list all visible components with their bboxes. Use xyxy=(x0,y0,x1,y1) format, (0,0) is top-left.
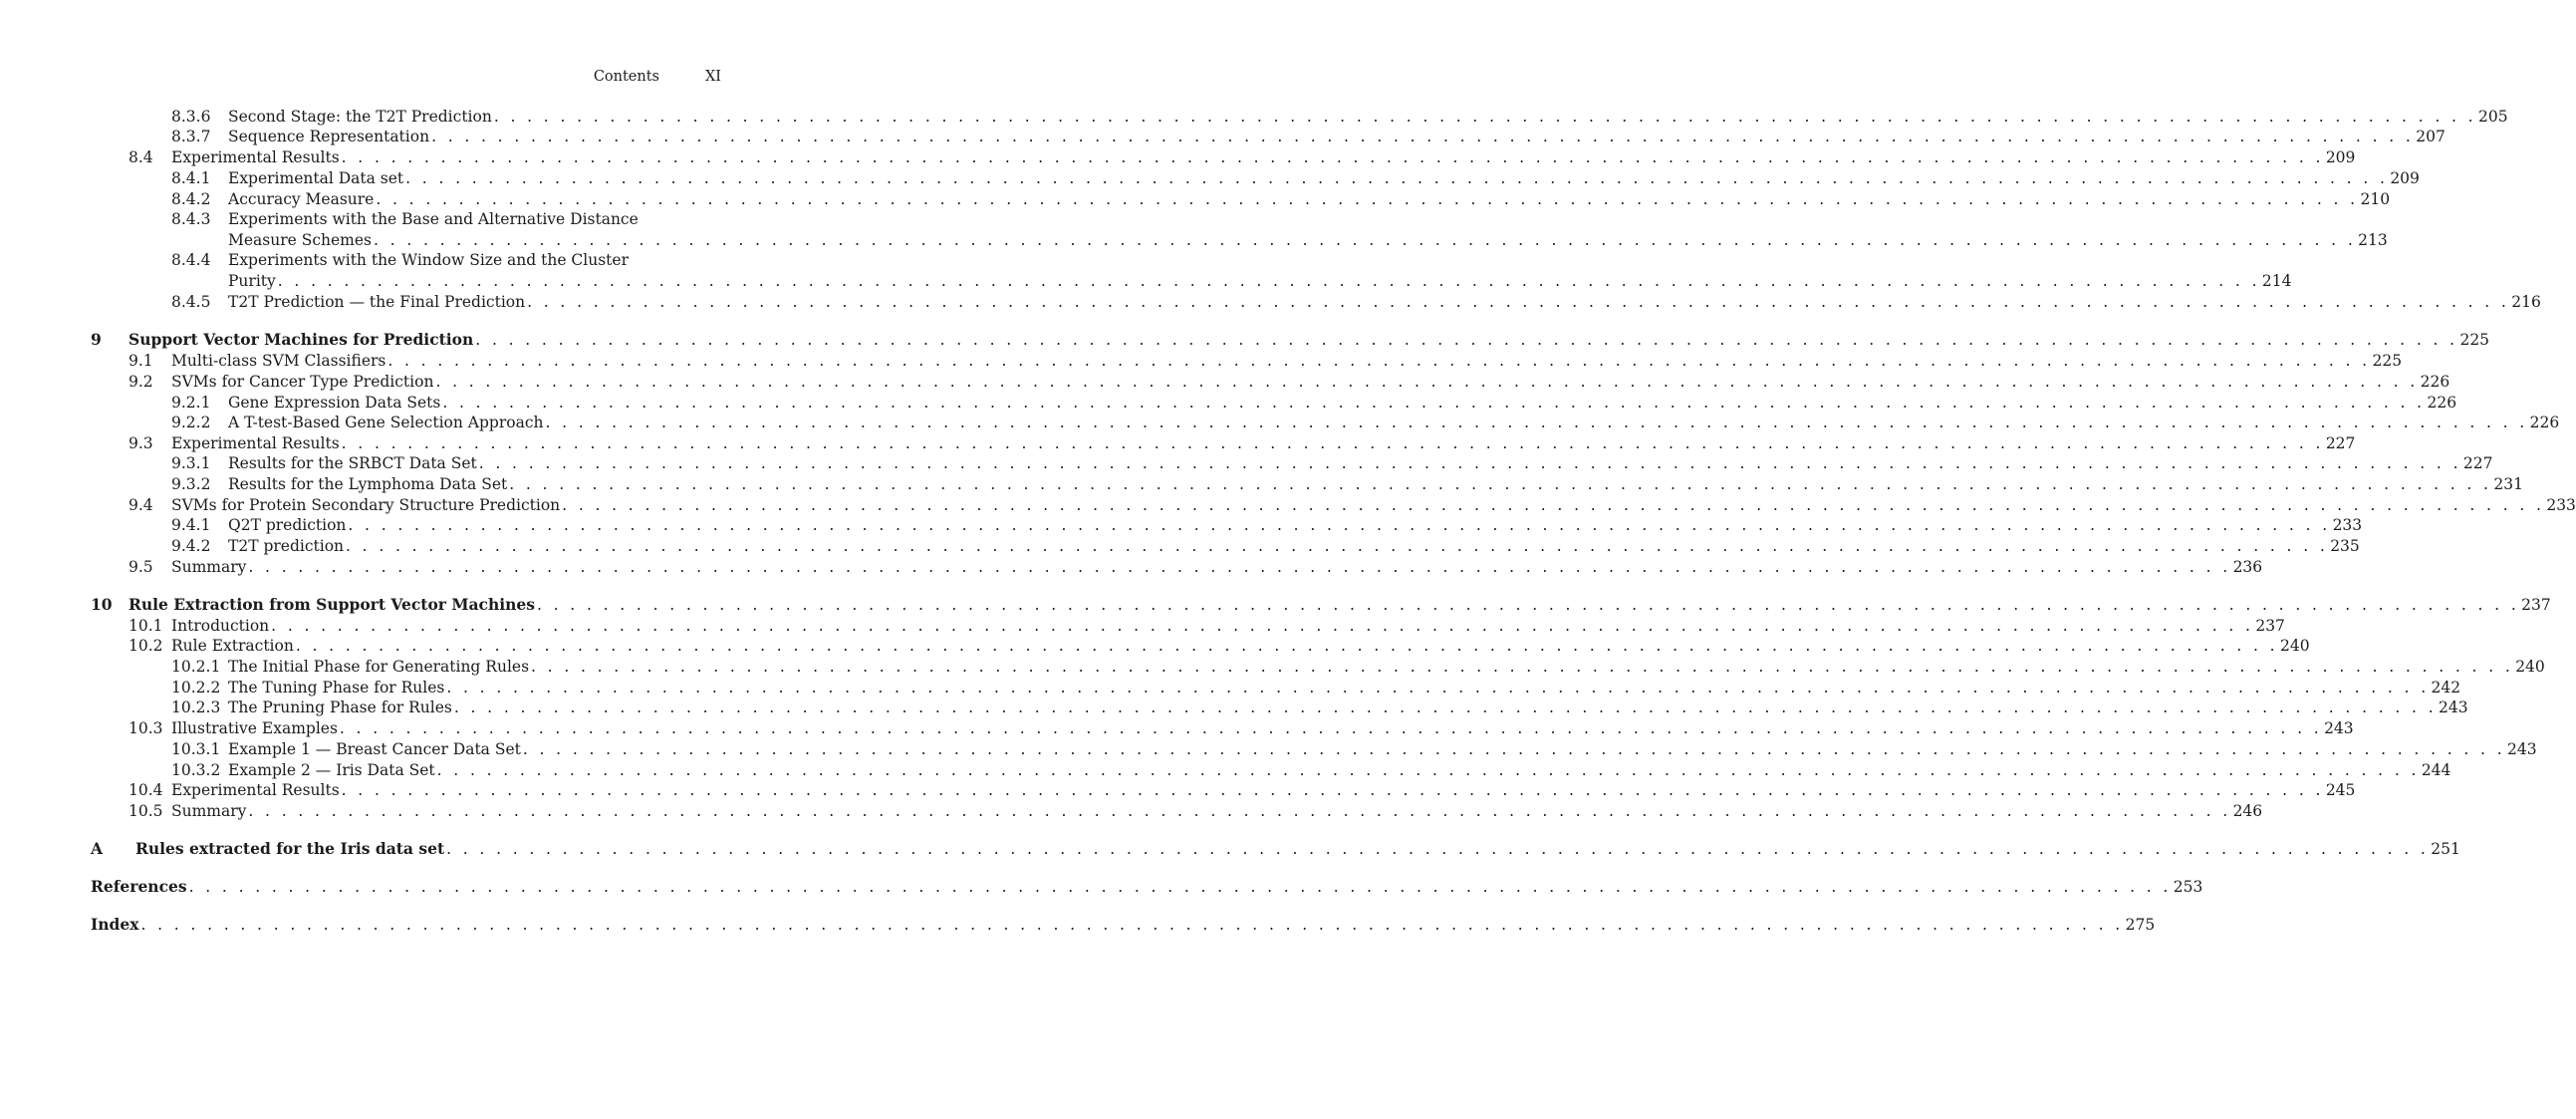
toc-entry-number: 8.4.2 xyxy=(171,190,211,208)
running-header-page-number: XI xyxy=(704,69,721,85)
toc-entry[interactable] xyxy=(0,372,2450,392)
toc-entry-number: 10.3.1 xyxy=(171,740,221,758)
toc-entry-page: 242 xyxy=(2431,679,2461,697)
toc-entry-line xyxy=(171,147,2356,167)
toc-entry-number: A xyxy=(91,839,104,858)
toc-entry-line xyxy=(171,495,2576,515)
toc-entry-page: 243 xyxy=(2439,699,2468,716)
toc-entry-page: 227 xyxy=(2325,434,2356,452)
toc-entry-number: 9.3.2 xyxy=(171,475,211,493)
toc-entry-number: 8.3.7 xyxy=(171,128,211,145)
leader-dots: . . . . . . . . . . . . . . . . . . . . . . . . . . . . . . . . . . . . . . . . . . . . . . . . . . . . . . . . . . . . . . . . . . . . . . . . . . . . . . . . . . . . . . . . . . . . . . . . . . . . . . . . . . . . . . . . . . . . . . . . xyxy=(509,475,2492,493)
toc-entry-title: Accuracy Measure xyxy=(228,190,375,208)
toc-entry-continuation[interactable] xyxy=(0,271,2292,291)
toc-entry[interactable] xyxy=(0,351,2403,371)
toc-entry-number: 8.3.6 xyxy=(171,108,211,126)
toc-entry-number: 9 xyxy=(91,330,102,349)
toc-entry-page: 237 xyxy=(2521,596,2551,614)
toc-entry-line xyxy=(228,292,2541,312)
toc-entry-line xyxy=(228,127,2446,146)
toc-entry[interactable] xyxy=(0,877,2203,897)
toc-entry-line xyxy=(171,433,2356,453)
toc-entry[interactable] xyxy=(0,839,2460,859)
toc-entry-title: Illustrative Examples xyxy=(171,719,338,737)
toc-entry-line xyxy=(228,453,2493,473)
toc-entry-page: 251 xyxy=(2431,840,2460,858)
leader-dots: . . . . . . . . . . . . . . . . . . . . . . . . . . . . . . . . . . . . . . . . . . . . . . . . . . . . . . . . . . . . . . . . . . . . . . . . . . . . . . . . . . . . . . . . . . . . . . . . . . . . . . . . . . . . . . . . . . . . . . . . xyxy=(527,293,2510,311)
toc-entry-number: 9.3 xyxy=(129,434,153,452)
toc-entry-title: Introduction xyxy=(171,617,270,635)
leader-dots: . . . . . . . . . . . . . . . . . . . . . . . . . . . . . . . . . . . . . . . . . . . . . . . . . . . . . . . . . . . . . . . . . . . . . . . . . . . . . . . . . . . . . . . . . . . . . . . . . . . . . . . . . . . . . . . . . . . . . . . . xyxy=(435,373,2419,391)
toc-entry-line xyxy=(171,780,2356,800)
toc-entry-page: 236 xyxy=(2232,558,2263,576)
toc-entry[interactable] xyxy=(0,107,2508,127)
toc-entry-number: 9.2.1 xyxy=(171,394,211,412)
toc-entry-continuation[interactable] xyxy=(0,230,2388,250)
toc-entry-line xyxy=(129,595,2551,615)
toc-entry-title: Support Vector Machines for Prediction xyxy=(129,330,474,349)
leader-dots: . . . . . . . . . . . . . . . . . . . . . . . . . . . . . . . . . . . . . . . . . . . . . . . . . . . . . . . . . . . . . . . . . . . . . . . . . . . . . . . . . . . . . . . . . . . . . . . . . . . . . . . . . . . . . . . . . . . . . . . . xyxy=(376,190,2359,208)
toc-entry-title: References xyxy=(91,877,187,896)
toc-entry[interactable] xyxy=(0,801,2263,821)
leader-dots: . . . . . . . . . . . . . . . . . . . . . . . . . . . . . . . . . . . . . . . . . . . . . . . . . . . . . . . . . . . . . . . . . . . . . . . . . . . . . . . . . . . . . . . . . . . . . . . . . . . . . . . . . . . . . . . . . . . . . . . . xyxy=(341,434,2324,452)
leader-dots: . . . . . . . . . . . . . . . . . . . . . . . . . . . . . . . . . . . . . . . . . . . . . . . . . . . . . . . . . . . . . . . . . . . . . . . . . . . . . . . . . . . . . . . . . . . . . . . . . . . . . . . . . . . . . . . . . . . . . . . . xyxy=(475,331,2458,349)
toc-entry-line xyxy=(228,107,2508,127)
toc-entry-title: Multi-class SVM Classifiers xyxy=(171,352,386,370)
toc-entry[interactable] xyxy=(0,495,2576,515)
leader-dots: . . . . . . . . . . . . . . . . . . . . . . . . . . . . . . . . . . . . . . . . . . . . . . . . . . . . . . . . . . . . . . . . . . . . . . . . . . . . . . . . . . . . . . . . . . . . . . . . . . . . . . . . . . . . . . . . . . . . . . . . xyxy=(531,658,2514,676)
toc-entry-title: Index xyxy=(91,915,139,934)
toc-entry-title: Summary xyxy=(171,802,247,820)
leader-dots: . . . . . . . . . . . . . . . . . . . . . . . . . . . . . . . . . . . . . . . . . . . . . . . . . . . . . . . . . . . . . . . . . . . . . . . . . . . . . . . . . . . . . . . . . . . . . . . . . . . . . . . . . . . . . . . . . . . . . . . . xyxy=(271,617,2254,635)
toc-entry-line xyxy=(228,413,2560,432)
toc-entry[interactable] xyxy=(0,636,2310,656)
toc-entry-page: 214 xyxy=(2261,272,2292,290)
toc-entry-title: Rule Extraction from Support Vector Machines xyxy=(129,595,535,614)
leader-dots: . . . . . . . . . . . . . . . . . . . . . . . . . . . . . . . . . . . . . . . . . . . . . . . . . . . . . . . . . . . . . . . . . . . . . . . . . . . . . . . . . . . . . . . . . . . . . . . . . . . . . . . . . . . . . . . . . . . . . . . . xyxy=(387,352,2371,370)
leader-dots: . . . . . . . . . . . . . . . . . . . . . . . . . . . . . . . . . . . . . . . . . . . . . . . . . . . . . . . . . . . . . . . . . . . . . . . . . . . . . . . . . . . . . . . . . . . . . . . . . . . . . . . . . . . . . . . . . . . . . . . . xyxy=(453,699,2438,716)
toc-entry-number: 9.2 xyxy=(129,373,153,391)
toc-entry-page: 210 xyxy=(2360,190,2391,208)
toc-entry[interactable] xyxy=(0,678,2461,698)
toc-entry-page: 244 xyxy=(2421,761,2451,779)
toc-entry[interactable] xyxy=(0,330,2490,350)
toc-entry-number: 10.2 xyxy=(129,637,163,655)
toc-entry-page: 243 xyxy=(2324,719,2354,737)
toc-entry-number: 8.4.3 xyxy=(171,210,211,228)
toc-entry-page: 205 xyxy=(2477,108,2508,126)
running-header-title: Contents xyxy=(593,69,659,85)
toc-entry-title: The Tuning Phase for Rules xyxy=(228,679,445,697)
toc-entry-page: 275 xyxy=(2125,916,2156,934)
toc-entry[interactable] xyxy=(0,557,2263,577)
toc-entry-number: 10.2.1 xyxy=(171,658,221,676)
toc-entry-number: 9.2.2 xyxy=(171,414,211,431)
toc-entry-number: 10 xyxy=(91,595,113,614)
toc-entry-line xyxy=(171,801,2263,821)
toc-entry-line xyxy=(228,393,2457,413)
toc-entry-number: 8.4 xyxy=(129,148,153,166)
toc-entry-page: 209 xyxy=(2325,148,2356,166)
toc-entry[interactable] xyxy=(0,780,2356,800)
toc-entry-page: 245 xyxy=(2325,781,2356,799)
toc-entry-page: 246 xyxy=(2232,802,2263,820)
leader-dots: . . . . . . . . . . . . . . . . . . . . . . . . . . . . . . . . . . . . . . . . . . . . . . . . . . . . . . . . . . . . . . . . . . . . . . . . . . . . . . . . . . . . . . . . . . . . . . . . . . . . . . . . . . . . . . . . . . . . . . . . xyxy=(188,878,2172,896)
toc-entry-page: 207 xyxy=(2416,128,2446,145)
toc-entry-line xyxy=(228,515,2363,535)
toc-entry[interactable] xyxy=(0,413,2560,432)
toc-entry-number: 9.4.1 xyxy=(171,516,211,534)
toc-entry-page: 209 xyxy=(2390,169,2420,187)
toc-entry-number: 10.1 xyxy=(129,617,163,635)
toc-entry-title: Gene Expression Data Sets xyxy=(228,394,441,412)
toc-entry[interactable] xyxy=(0,915,2156,935)
toc-entry-title: Experiments with the Base and Alternative Distance xyxy=(228,210,639,228)
toc-entry-page: 253 xyxy=(2173,878,2203,896)
leader-dots: . . . . . . . . . . . . . . . . . . . . . . . . . . . . . . . . . . . . . . . . . . . . . . . . . . . . . . . . . . . . . . . . . . . . . . . . . . . . . . . . . . . . . . . . . . . . . . . . . . . . . . . . . . . . . . . . . . . . . . . . xyxy=(478,454,2461,472)
toc-entry[interactable] xyxy=(0,250,813,270)
toc-entry[interactable] xyxy=(0,147,2356,167)
toc-entry-title: T2T prediction xyxy=(228,537,345,555)
toc-entry-page: 233 xyxy=(2332,516,2363,534)
toc-entry-page: 216 xyxy=(2511,293,2541,311)
toc-entry-number: 9.5 xyxy=(129,558,153,576)
toc-entry[interactable] xyxy=(0,393,2457,413)
toc-entry-page: 225 xyxy=(2372,352,2403,370)
toc-entry[interactable] xyxy=(0,698,2468,717)
toc-entry-line xyxy=(228,536,2360,556)
toc-entry-title: Experimental Results xyxy=(171,148,340,166)
toc-entry-title: Example 1 — Breast Cancer Data Set xyxy=(228,740,521,758)
toc-entry-number: 8.4.5 xyxy=(171,293,211,311)
toc-entry-title: Experiments with the Window Size and the Cluster xyxy=(228,251,629,269)
toc-entry-number: 9.1 xyxy=(129,352,153,370)
toc-entry-line xyxy=(228,760,2451,780)
toc-entry[interactable] xyxy=(0,433,2356,453)
toc-entry-number: 10.3.2 xyxy=(171,761,221,779)
leader-dots: . . . . . . . . . . . . . . . . . . . . . . . . . . . . . . . . . . . . . . . . . . . . . . . . . . . . . . . . . . . . . . . . . . . . . . . . . . . . . . . . . . . . . . . . . . . . . . . . . . . . . . . . . . . . . . . . . . . . . . . . xyxy=(446,840,2430,858)
toc-entry[interactable] xyxy=(0,616,2285,636)
toc-entry[interactable] xyxy=(0,595,2551,615)
toc-entry-title: Experimental Data set xyxy=(228,169,404,187)
leader-dots: . . . . . . . . . . . . . . . . . . . . . . . . . . . . . . . . . . . . . . . . . . . . . . . . . . . . . . . . . . . . . . . . . . . . . . . . . . . . . . . . . . . . . . . . . . . . . . . . . . . . . . . . . . . . . . . . . . . . . . . . xyxy=(562,496,2545,514)
toc-entry-page: 240 xyxy=(2279,637,2310,655)
toc-entry-page: 235 xyxy=(2330,537,2360,555)
toc-entry-line xyxy=(228,271,2292,291)
toc-entry-page: 213 xyxy=(2358,231,2388,249)
toc-entry-line xyxy=(171,557,2263,577)
toc-entry-title-continued: Purity xyxy=(228,272,276,290)
toc-entry-line xyxy=(129,330,2490,350)
toc-entry-line xyxy=(228,698,2468,717)
toc-entry-line xyxy=(228,678,2461,698)
toc-entry-title: Rules extracted for the Iris data set xyxy=(135,839,445,858)
toc-entry-title: Second Stage: the T2T Prediction xyxy=(228,108,492,126)
toc-entry-title: Rule Extraction xyxy=(171,637,294,655)
leader-dots: . . . . . . . . . . . . . . . . . . . . . . . . . . . . . . . . . . . . . . . . . . . . . . . . . . . . . . . . . . . . . . . . . . . . . . . . . . . . . . . . . . . . . . . . . . . . . . . . . . . . . . . . . . . . . . . . . . . . . . . . xyxy=(341,781,2324,799)
toc-entry-title: The Pruning Phase for Rules xyxy=(228,699,452,716)
leader-dots: . . . . . . . . . . . . . . . . . . . . . . . . . . . . . . . . . . . . . . . . . . . . . . . . . . . . . . . . . . . . . . . . . . . . . . . . . . . . . . . . . . . . . . . . . . . . . . . . . . . . . . . . . . . . . . . . . . . . . . . . xyxy=(405,169,2389,187)
toc-entry-page: 226 xyxy=(2529,414,2560,431)
toc-entry-page: 240 xyxy=(2515,658,2545,676)
toc-entry-title: Experimental Results xyxy=(171,434,340,452)
toc-entry-line xyxy=(228,189,2391,209)
toc-entry-line xyxy=(171,636,2310,656)
toc-entry[interactable] xyxy=(0,209,813,229)
leader-dots: . . . . . . . . . . . . . . . . . . . . . . . . . . . . . . . . . . . . . . . . . . . . . . . . . . . . . . . . . . . . . . . . . . . . . . . . . . . . . . . . . . . . . . . . . . . . . . . . . . . . . . . . . . . . . . . . . . . . . . . . xyxy=(545,414,2528,431)
toc-entry[interactable] xyxy=(0,536,2360,556)
toc-entry-title: Results for the SRBCT Data Set xyxy=(228,454,477,472)
toc-entry-line xyxy=(171,616,2285,636)
toc-entry-title: SVMs for Cancer Type Prediction xyxy=(171,373,434,391)
toc-entry[interactable] xyxy=(0,718,2354,738)
toc-entry-page: 226 xyxy=(2427,394,2457,412)
toc-entry[interactable] xyxy=(0,292,2541,312)
toc-entry-title: The Initial Phase for Generating Rules xyxy=(228,658,530,676)
toc-entry-number: 10.2.2 xyxy=(171,679,221,697)
leader-dots: . . . . . . . . . . . . . . . . . . . . . . . . . . . . . . . . . . . . . . . . . . . . . . . . . . . . . . . . . . . . . . . . . . . . . . . . . . . . . . . . . . . . . . . . . . . . . . . . . . . . . . . . . . . . . . . . . . . . . . . . xyxy=(339,719,2323,737)
toc-entry-title: Example 2 — Iris Data Set xyxy=(228,761,435,779)
toc-entry-title: SVMs for Protein Secondary Structure Prediction xyxy=(171,496,561,514)
toc-entry-line xyxy=(228,168,2420,188)
toc-entry-line xyxy=(228,657,2545,677)
leader-dots: . . . . . . . . . . . . . . . . . . . . . . . . . . . . . . . . . . . . . . . . . . . . . . . . . . . . . . . . . . . . . . . . . . . . . . . . . . . . . . . . . . . . . . . . . . . . . . . . . . . . . . . . . . . . . . . . . . . . . . . . xyxy=(442,394,2426,412)
toc-entry[interactable] xyxy=(0,760,2451,780)
toc-entry-title: Sequence Representation xyxy=(228,128,430,145)
toc-entry-number: 9.3.1 xyxy=(171,454,211,472)
toc-entry-title-continued: Measure Schemes xyxy=(228,231,373,249)
toc-entry-title: T2T Prediction — the Final Prediction xyxy=(228,293,526,311)
toc-entry[interactable] xyxy=(0,739,2537,759)
leader-dots: . . . . . . . . . . . . . . . . . . . . . . . . . . . . . . . . . . . . . . . . . . . . . . . . . . . . . . . . . . . . . . . . . . . . . . . . . . . . . . . . . . . . . . . . . . . . . . . . . . . . . . . . . . . . . . . . . . . . . . . . xyxy=(431,128,2415,145)
toc-entry-line xyxy=(135,839,2460,859)
toc-entry-number: 10.2.3 xyxy=(171,699,221,716)
toc-entry-page: 226 xyxy=(2420,373,2450,391)
toc-entry-page: 233 xyxy=(2546,496,2576,514)
leader-dots: . . . . . . . . . . . . . . . . . . . . . . . . . . . . . . . . . . . . . . . . . . . . . . . . . . . . . . . . . . . . . . . . . . . . . . . . . . . . . . . . . . . . . . . . . . . . . . . . . . . . . . . . . . . . . . . . . . . . . . . . xyxy=(295,637,2278,655)
toc-entry[interactable] xyxy=(0,168,2420,188)
toc-entry-title: Results for the Lymphoma Data Set xyxy=(228,475,508,493)
toc-entry-title: Summary xyxy=(171,558,247,576)
leader-dots: . . . . . . . . . . . . . . . . . . . . . . . . . . . . . . . . . . . . . . . . . . . . . . . . . . . . . . . . . . . . . . . . . . . . . . . . . . . . . . . . . . . . . . . . . . . . . . . . . . . . . . . . . . . . . . . . . . . . . . . . xyxy=(248,558,2231,576)
leader-dots: . . . . . . . . . . . . . . . . . . . . . . . . . . . . . . . . . . . . . . . . . . . . . . . . . . . . . . . . . . . . . . . . . . . . . . . . . . . . . . . . . . . . . . . . . . . . . . . . . . . . . . . . . . . . . . . . . . . . . . . . xyxy=(522,740,2506,758)
toc-entry-number: 9.4.2 xyxy=(171,537,211,555)
toc-entry-number: 8.4.4 xyxy=(171,251,211,269)
toc-entry[interactable] xyxy=(0,189,2391,209)
leader-dots: . . . . . . . . . . . . . . . . . . . . . . . . . . . . . . . . . . . . . . . . . . . . . . . . . . . . . . . . . . . . . . . . . . . . . . . . . . . . . . . . . . . . . . . . . . . . . . . . . . . . . . . . . . . . . . . . . . . . . . . . xyxy=(140,916,2124,934)
toc-entry-line xyxy=(228,739,2537,759)
leader-dots: . . . . . . . . . . . . . . . . . . . . . . . . . . . . . . . . . . . . . . . . . . . . . . . . . . . . . . . . . . . . . . . . . . . . . . . . . . . . . . . . . . . . . . . . . . . . . . . . . . . . . . . . . . . . . . . . . . . . . . . . xyxy=(277,272,2260,290)
toc-entry-page: 243 xyxy=(2507,740,2537,758)
leader-dots: . . . . . . . . . . . . . . . . . . . . . . . . . . . . . . . . . . . . . . . . . . . . . . . . . . . . . . . . . . . . . . . . . . . . . . . . . . . . . . . . . . . . . . . . . . . . . . . . . . . . . . . . . . . . . . . . . . . . . . . . xyxy=(374,231,2357,249)
toc-entry-number: 10.5 xyxy=(129,802,163,820)
toc-entry[interactable] xyxy=(0,453,2493,473)
toc-entry-line xyxy=(91,915,2156,935)
toc-entry[interactable] xyxy=(0,474,2523,494)
toc-entry-number: 10.4 xyxy=(129,781,163,799)
toc-entry-number: 9.4 xyxy=(129,496,153,514)
toc-entry-title: A T-test-Based Gene Selection Approach xyxy=(228,414,544,431)
leader-dots: . . . . . . . . . . . . . . . . . . . . . . . . . . . . . . . . . . . . . . . . . . . . . . . . . . . . . . . . . . . . . . . . . . . . . . . . . . . . . . . . . . . . . . . . . . . . . . . . . . . . . . . . . . . . . . . . . . . . . . . . xyxy=(446,679,2430,697)
leader-dots: . . . . . . . . . . . . . . . . . . . . . . . . . . . . . . . . . . . . . . . . . . . . . . . . . . . . . . . . . . . . . . . . . . . . . . . . . . . . . . . . . . . . . . . . . . . . . . . . . . . . . . . . . . . . . . . . . . . . . . . . xyxy=(341,148,2324,166)
leader-dots: . . . . . . . . . . . . . . . . . . . . . . . . . . . . . . . . . . . . . . . . . . . . . . . . . . . . . . . . . . . . . . . . . . . . . . . . . . . . . . . . . . . . . . . . . . . . . . . . . . . . . . . . . . . . . . . . . . . . . . . . xyxy=(346,537,2329,555)
toc-entry-title: Experimental Results xyxy=(171,781,340,799)
toc-entry-line xyxy=(228,230,2388,250)
toc-entry-line xyxy=(228,474,2523,494)
leader-dots: . . . . . . . . . . . . . . . . . . . . . . . . . . . . . . . . . . . . . . . . . . . . . . . . . . . . . . . . . . . . . . . . . . . . . . . . . . . . . . . . . . . . . . . . . . . . . . . . . . . . . . . . . . . . . . . . . . . . . . . . xyxy=(493,108,2476,126)
toc-entry-line xyxy=(171,372,2450,392)
toc-entry[interactable] xyxy=(0,515,2363,535)
toc-entry-page: 237 xyxy=(2255,617,2285,635)
toc-entry-line xyxy=(171,718,2354,738)
toc-entry-page: 227 xyxy=(2462,454,2493,472)
toc-entry-title: Q2T prediction xyxy=(228,516,347,534)
toc-entry-page: 225 xyxy=(2459,331,2490,349)
leader-dots: . . . . . . . . . . . . . . . . . . . . . . . . . . . . . . . . . . . . . . . . . . . . . . . . . . . . . . . . . . . . . . . . . . . . . . . . . . . . . . . . . . . . . . . . . . . . . . . . . . . . . . . . . . . . . . . . . . . . . . . . xyxy=(348,516,2331,534)
toc-entry-line xyxy=(171,351,2403,371)
leader-dots: . . . . . . . . . . . . . . . . . . . . . . . . . . . . . . . . . . . . . . . . . . . . . . . . . . . . . . . . . . . . . . . . . . . . . . . . . . . . . . . . . . . . . . . . . . . . . . . . . . . . . . . . . . . . . . . . . . . . . . . . xyxy=(436,761,2420,779)
leader-dots: . . . . . . . . . . . . . . . . . . . . . . . . . . . . . . . . . . . . . . . . . . . . . . . . . . . . . . . . . . . . . . . . . . . . . . . . . . . . . . . . . . . . . . . . . . . . . . . . . . . . . . . . . . . . . . . . . . . . . . . . xyxy=(537,596,2520,614)
toc-entry[interactable] xyxy=(0,657,2545,677)
toc-entry-number: 8.4.1 xyxy=(171,169,211,187)
leader-dots: . . . . . . . . . . . . . . . . . . . . . . . . . . . . . . . . . . . . . . . . . . . . . . . . . . . . . . . . . . . . . . . . . . . . . . . . . . . . . . . . . . . . . . . . . . . . . . . . . . . . . . . . . . . . . . . . . . . . . . . . xyxy=(248,802,2231,820)
toc-entry[interactable] xyxy=(0,127,2446,146)
toc-entry-number: 10.3 xyxy=(129,719,163,737)
toc-entry-page: 231 xyxy=(2493,475,2523,493)
toc-entry-line xyxy=(91,877,2203,897)
